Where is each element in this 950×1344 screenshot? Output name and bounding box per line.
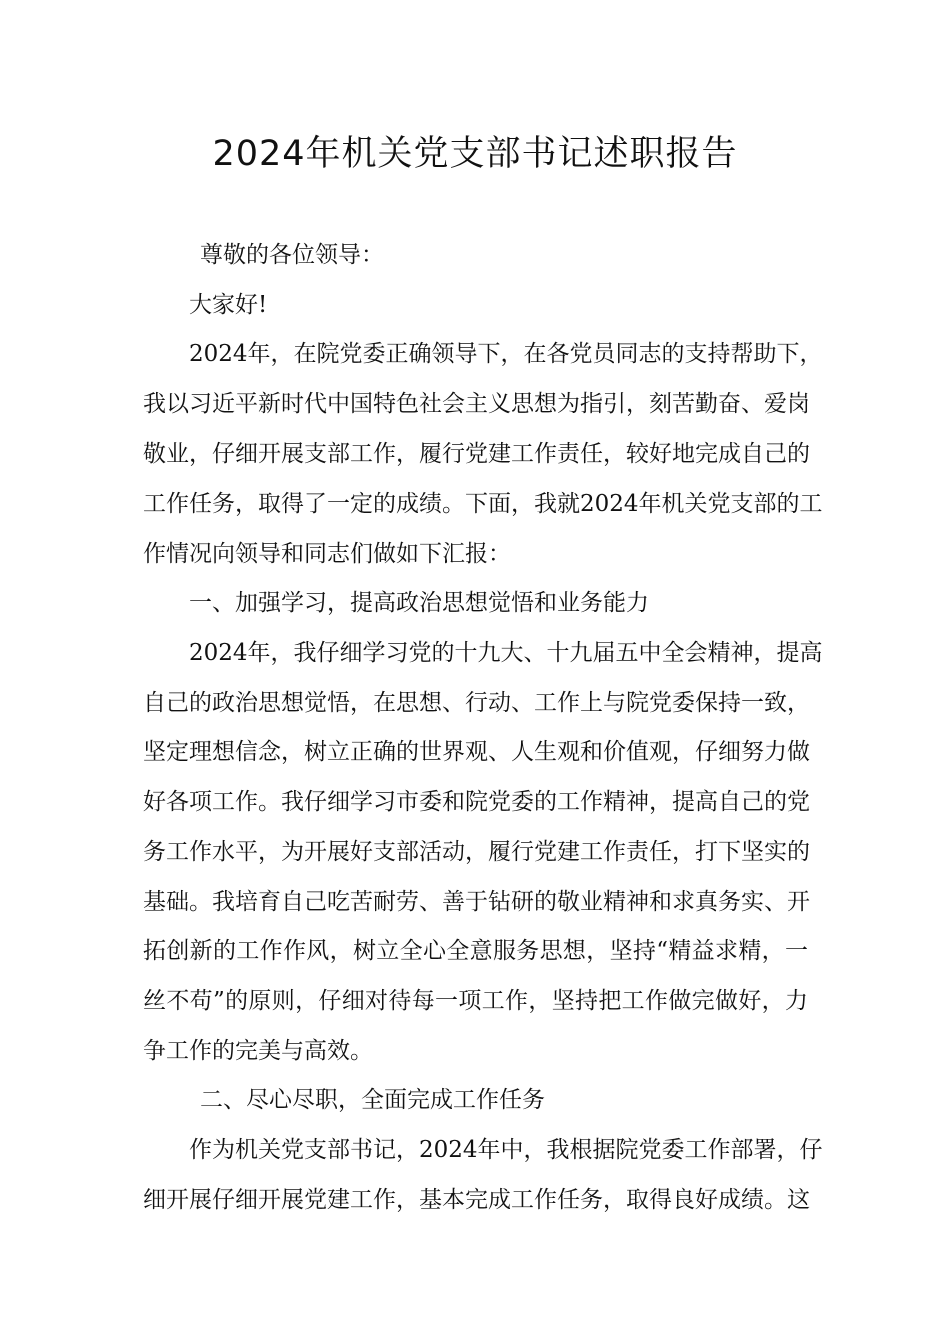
para2-line-3: 坚定理想信念，树立正确的世界观、人生观和价值观，仔细努力做 bbox=[143, 739, 810, 765]
para2-line-4: 好各项工作。我仔细学习市委和院党委的工作精神，提高自己的党 bbox=[143, 789, 810, 815]
section-heading-1: 一、加强学习，提高政治思想觉悟和业务能力 bbox=[189, 590, 649, 616]
salutation: 尊敬的各位领导： bbox=[200, 242, 384, 268]
para2-line-2: 自己的政治思想觉悟，在思想、行动、工作上与院党委保持一致， bbox=[143, 690, 810, 716]
document-title: 2024年机关党支部书记述职报告 bbox=[212, 134, 738, 174]
para1-line-2: 我以习近平新时代中国特色社会主义思想为指引，刻苦勤奋、爱岗 bbox=[143, 391, 810, 417]
section-heading-2: 二、尽心尽职，全面完成工作任务 bbox=[200, 1087, 545, 1113]
greeting: 大家好! bbox=[189, 292, 268, 318]
para1-line-1: 2024年，在院党委正确领导下，在各党员同志的支持帮助下， bbox=[189, 341, 823, 367]
para1-line-4: 工作任务，取得了一定的成绩。下面，我就2024年机关党支部的工 bbox=[143, 491, 823, 517]
para1-line-5: 作情况向领导和同志们做如下汇报： bbox=[143, 541, 511, 567]
para2-line-9: 争工作的完美与高效。 bbox=[143, 1038, 373, 1064]
para2-line-6: 基础。我培育自己吃苦耐劳、善于钻研的敬业精神和求真务实、开 bbox=[143, 889, 810, 915]
para2-line-5: 务工作水平，为开展好支部活动，履行党建工作责任，打下坚实的 bbox=[143, 839, 810, 865]
para2-line-8: 丝不苟”的原则，仔细对待每一项工作，坚持把工作做完做好，力 bbox=[143, 988, 808, 1014]
para2-line-1: 2024年，我仔细学习党的十九大、十九届五中全会精神，提高 bbox=[189, 640, 823, 666]
para1-line-3: 敬业，仔细开展支部工作，履行党建工作责任，较好地完成自己的 bbox=[143, 441, 810, 467]
para3-line-1: 作为机关党支部书记，2024年中，我根据院党委工作部署，仔 bbox=[189, 1137, 823, 1163]
para2-line-7: 拓创新的工作作风，树立全心全意服务思想，坚持“精益求精，一 bbox=[143, 938, 808, 964]
para3-line-2: 细开展仔细开展党建工作，基本完成工作任务，取得良好成绩。这 bbox=[143, 1187, 810, 1213]
